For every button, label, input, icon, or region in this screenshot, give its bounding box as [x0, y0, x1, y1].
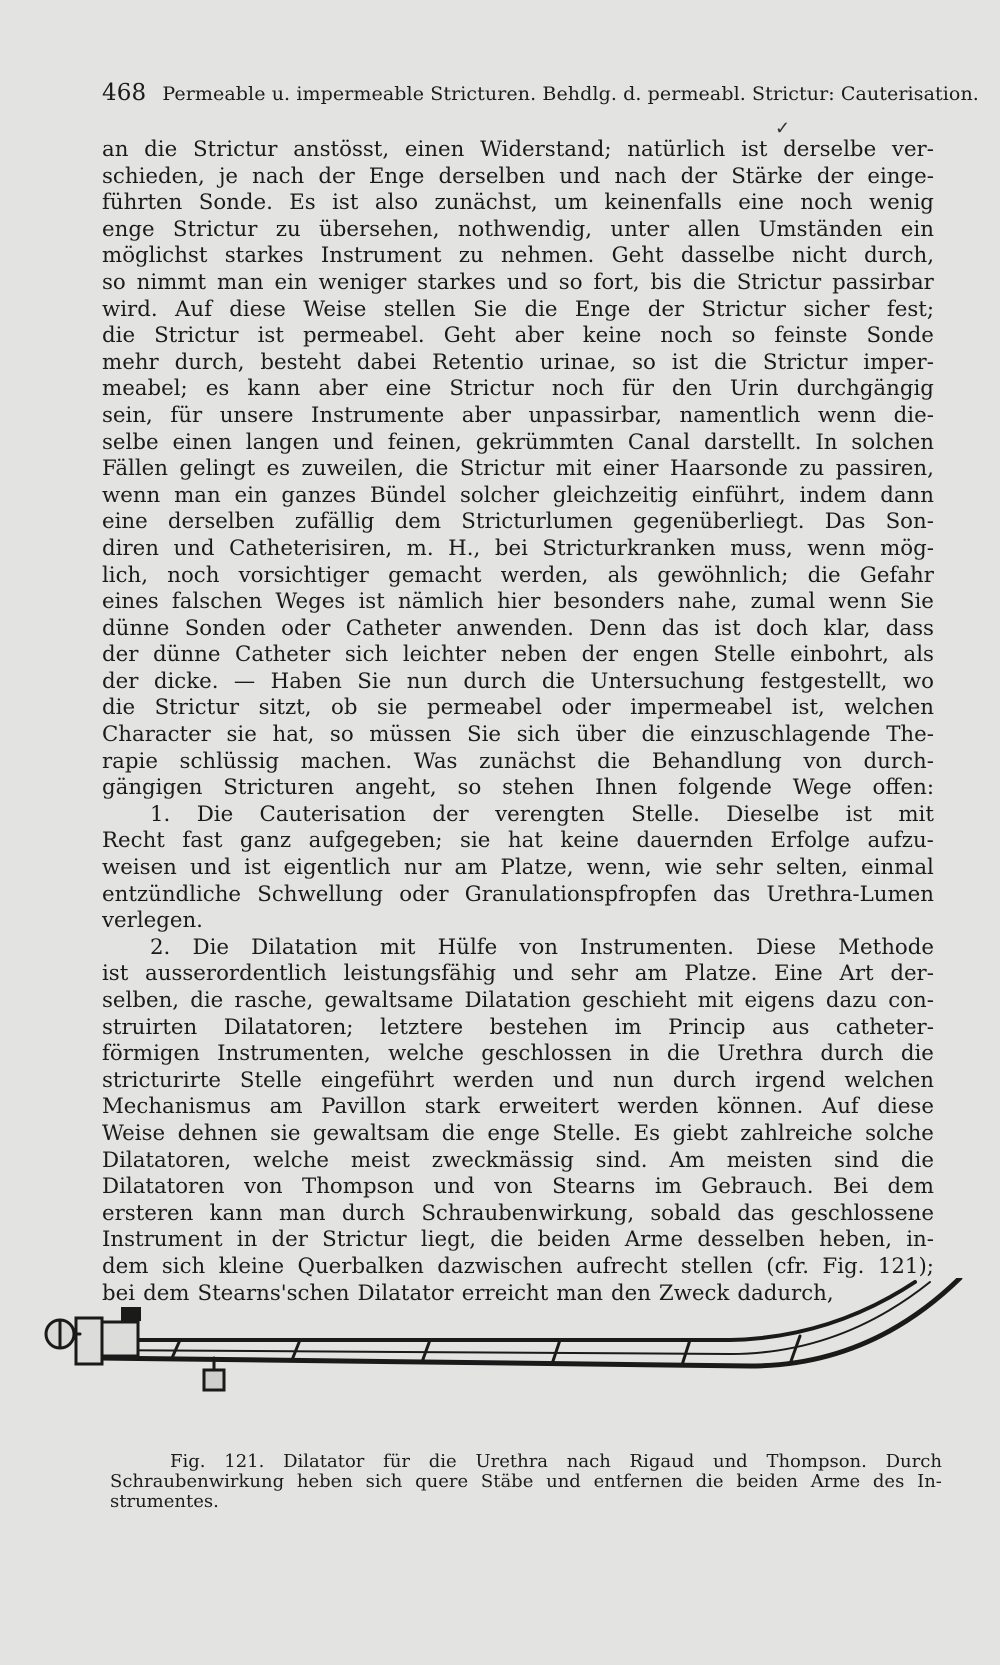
text-line: stricturirte Stelle eingeführt werden und nun durch irgend welchen: [102, 1067, 934, 1093]
text-line: Dilatatoren, welche meist zweckmässig sind. Am meisten sind die: [102, 1147, 934, 1173]
text-line: lich, noch vorsichtiger gemacht werden, als gewöhnlich; die Gefahr: [102, 562, 934, 588]
text-line: struirten Dilatatoren; letztere bestehen im Princip aus catheter-: [102, 1014, 934, 1040]
running-header: [102, 80, 979, 106]
text-line: ersteren kann man durch Schraubenwirkung, sobald das geschlossene: [102, 1200, 934, 1226]
text-line: möglichst starkes Instrument zu nehmen. Geht dasselbe nicht durch,: [102, 243, 934, 269]
text-line: bei dem Stearns'schen Dilatator erreicht man den Zweck dadurch,: [102, 1280, 834, 1306]
text-line: selben, die rasche, gewaltsame Dilatation geschieht mit eigens dazu con-: [102, 988, 934, 1013]
text-line: an die Strictur anstösst, einen Widerstand; natürlich ist derselbe ver-: [102, 137, 934, 162]
text-line: meabel; es kann aber eine Strictur noch für den Urin durchgängig: [102, 376, 934, 402]
text-line: sein, für unsere Instrumente aber unpassirbar, namentlich wenn die-: [102, 402, 934, 428]
text-line: Mechanismus am Pavillon stark erweitert werden können. Auf diese: [102, 1094, 934, 1120]
text-line: förmigen Instrumenten, welche geschlossen in die Urethra durch die: [102, 1041, 934, 1067]
text-line: eine derselben zufällig dem Stricturlumen gegenüberliegt. Das Son-: [102, 509, 934, 535]
text-line: wird. Auf diese Weise stellen Sie die Enge der Strictur sicher fest;: [102, 296, 934, 322]
text-line: weisen und ist eigentlich nur am Platze, wenn, wie sehr selten, einmal: [102, 855, 934, 881]
text-line: 1. Die Cauterisation der verengten Stelle. Dieselbe ist mit: [150, 801, 934, 827]
text-line: Recht fast ganz aufgegeben; sie hat keine dauernden Erfolge aufzu-: [102, 828, 934, 854]
running-title: Permeable u. impermeable Stricturen. Behdlg. d. permeabl. Strictur: Cauterisation.: [162, 83, 979, 105]
text-line: Dilatatoren von Thompson und von Stearns im Gebrauch. Bei dem: [102, 1174, 934, 1200]
text-line: Character sie hat, so müssen Sie sich über die einzuschlagende The-: [102, 722, 934, 748]
text-line: selbe einen langen und feinen, gekrümmten Canal darstellt. In solchen: [102, 429, 934, 455]
caption-line: Schraubenwirkung heben sich quere Stäbe und entfernen die beiden Arme des In-: [110, 1471, 942, 1492]
text-line: mehr durch, besteht dabei Retentio urinae, so ist die Strictur imper-: [102, 349, 934, 375]
text-line: eines falschen Weges ist nämlich hier besonders nahe, zumal wenn Sie: [102, 589, 934, 615]
text-line: der dünne Catheter sich leichter neben der engen Stelle einbohrt, als: [102, 642, 934, 668]
text-line: Weise dehnen sie gewaltsam die enge Stelle. Es giebt zahlreiche solche: [102, 1120, 934, 1146]
dilatator-instrument: [46, 1278, 960, 1390]
dilatator-illustration: [30, 1278, 990, 1458]
text-line: Fällen gelingt es zuweilen, die Strictur mit einer Haarsonde zu passiren,: [102, 456, 934, 482]
text-line: enge Strictur zu übersehen, nothwendig, unter allen Umständen ein: [102, 216, 934, 242]
text-line: Instrument in der Strictur liegt, die beiden Arme desselben heben, in-: [102, 1227, 934, 1253]
text-line: dem sich kleine Querbalken dazwischen aufrecht stellen (cfr. Fig. 121);: [102, 1253, 934, 1279]
text-line: 2. Die Dilatation mit Hülfe von Instrumenten. Diese Methode: [150, 934, 934, 960]
text-line: rapie schlüssig machen. Was zunächst die Behandlung von durch-: [102, 748, 934, 774]
page-number: 468: [102, 80, 147, 106]
text-line: wenn man ein ganzes Bündel solcher gleichzeitig einführt, indem dann: [102, 482, 934, 508]
margin-mark: ✓: [775, 118, 791, 139]
text-line: so nimmt man ein weniger starkes und so fort, bis die Strictur passirbar: [102, 269, 934, 295]
text-line: verlegen.: [102, 908, 203, 934]
caption-line: strumentes.: [110, 1491, 219, 1512]
text-line: die Strictur sitzt, ob sie permeabel oder impermeabel ist, welchen: [102, 695, 934, 721]
figure-caption: [110, 1452, 942, 1512]
text-line: die Strictur ist permeabel. Geht aber keine noch so feinste Sonde: [102, 323, 934, 349]
text-line: dünne Sonden oder Catheter anwenden. Denn das ist doch klar, dass: [102, 615, 934, 641]
text-line: schieden, je nach der Enge derselben und nach der Stärke der einge-: [102, 163, 934, 189]
text-line: diren und Catheterisiren, m. H., bei Stricturkranken muss, wenn mög-: [102, 535, 934, 561]
text-line: entzündliche Schwellung oder Granulationspfropfen das Urethra-Lumen: [102, 881, 934, 907]
text-line: führten Sonde. Es ist also zunächst, um keinenfalls eine noch wenig: [102, 190, 934, 216]
text-line: ist ausserordentlich leistungsfähig und sehr am Platze. Eine Art der-: [102, 961, 934, 987]
caption-line: Fig. 121. Dilatator für die Urethra nach Rigaud und Thompson. Durch: [170, 1451, 942, 1472]
body-text: [102, 137, 934, 1307]
text-line: gängigen Stricturen angeht, so stehen Ihnen folgende Wege offen:: [102, 775, 934, 801]
text-line: der dicke. — Haben Sie nun durch die Untersuchung festgestellt, wo: [102, 668, 934, 694]
